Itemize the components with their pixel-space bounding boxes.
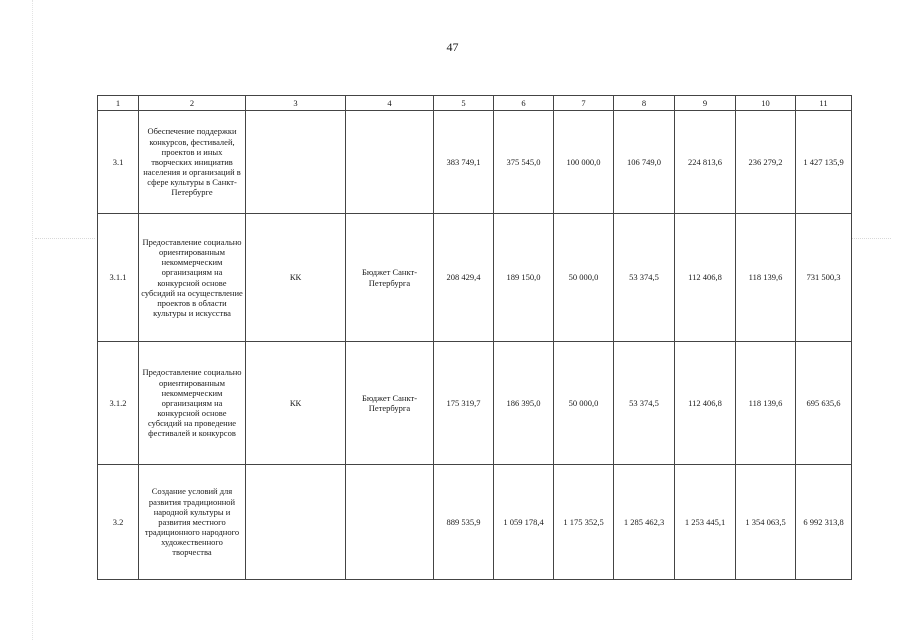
scan-artifact-line-right (851, 238, 891, 239)
page-number: 47 (446, 40, 459, 54)
row-source: Бюджет Санкт-Петербурга (346, 342, 434, 465)
header-cell: 10 (736, 96, 796, 111)
header-row (98, 96, 852, 111)
header-cell: 2 (139, 96, 246, 111)
row-source: Бюджет Санкт-Петербурга (346, 214, 434, 342)
row-value-col7: 50 000,0 (554, 342, 614, 465)
row-value-col11: 6 992 313,8 (796, 465, 852, 580)
table-row (98, 465, 852, 580)
row-value-col8: 1 285 462,3 (614, 465, 675, 580)
header-cell: 1 (98, 96, 139, 111)
row-executor: КК (246, 214, 346, 342)
header-cell: 4 (346, 96, 434, 111)
header-cell: 5 (434, 96, 494, 111)
row-executor (246, 465, 346, 580)
row-executor (246, 111, 346, 214)
row-source (346, 111, 434, 214)
table-row (98, 111, 852, 214)
row-value-col10: 236 279,2 (736, 111, 796, 214)
row-source (346, 465, 434, 580)
row-value-col11: 695 635,6 (796, 342, 852, 465)
row-value-col9: 1 253 445,1 (675, 465, 736, 580)
row-value-col9: 224 813,6 (675, 111, 736, 214)
row-name: Предоставление социально ориентированным некоммерческим организациям на конкурсной основе субсидий на проведение фестивалей и конкурсов (139, 342, 246, 465)
row-value-col9: 112 406,8 (675, 342, 736, 465)
row-value-col10: 1 354 063,5 (736, 465, 796, 580)
row-number: 3.1 (98, 111, 139, 214)
row-value-col8: 53 374,5 (614, 214, 675, 342)
header-cell: 3 (246, 96, 346, 111)
row-value-col6: 186 395,0 (494, 342, 554, 465)
scan-margin-specks (32, 0, 34, 640)
row-value-col10: 118 139,6 (736, 214, 796, 342)
row-value-col8: 106 749,0 (614, 111, 675, 214)
row-value-col5: 889 535,9 (434, 465, 494, 580)
row-value-col6: 375 545,0 (494, 111, 554, 214)
row-value-col8: 53 374,5 (614, 342, 675, 465)
row-value-col10: 118 139,6 (736, 342, 796, 465)
row-number: 3.2 (98, 465, 139, 580)
table-row (98, 342, 852, 465)
row-value-col6: 189 150,0 (494, 214, 554, 342)
row-value-col11: 1 427 135,9 (796, 111, 852, 214)
row-name: Обеспечение поддержки конкурсов, фестивалей, проектов и иных творческих инициатив населения и организаций в сфере культуры в Санкт-Петербурге (139, 111, 246, 214)
row-value-col7: 50 000,0 (554, 214, 614, 342)
row-value-col7: 1 175 352,5 (554, 465, 614, 580)
header-cell: 8 (614, 96, 675, 111)
row-value-col9: 112 406,8 (675, 214, 736, 342)
row-number: 3.1.1 (98, 214, 139, 342)
header-cell: 9 (675, 96, 736, 111)
header-cell: 11 (796, 96, 852, 111)
table-row (98, 214, 852, 342)
row-number: 3.1.2 (98, 342, 139, 465)
row-value-col6: 1 059 178,4 (494, 465, 554, 580)
row-name: Предоставление социально ориентированным некоммерческим организациям на конкурсной основе субсидий на осуществление проектов в области культуры и искусства (139, 214, 246, 342)
scan-artifact-line-left (35, 238, 95, 239)
row-value-col5: 383 749,1 (434, 111, 494, 214)
row-value-col5: 208 429,4 (434, 214, 494, 342)
budget-table (97, 95, 852, 580)
row-name: Создание условий для развития традиционной народной культуры и развития местного традиционного народного художественного творчества (139, 465, 246, 580)
header-cell: 6 (494, 96, 554, 111)
header-cell: 7 (554, 96, 614, 111)
row-value-col7: 100 000,0 (554, 111, 614, 214)
row-value-col11: 731 500,3 (796, 214, 852, 342)
row-executor: КК (246, 342, 346, 465)
row-value-col5: 175 319,7 (434, 342, 494, 465)
